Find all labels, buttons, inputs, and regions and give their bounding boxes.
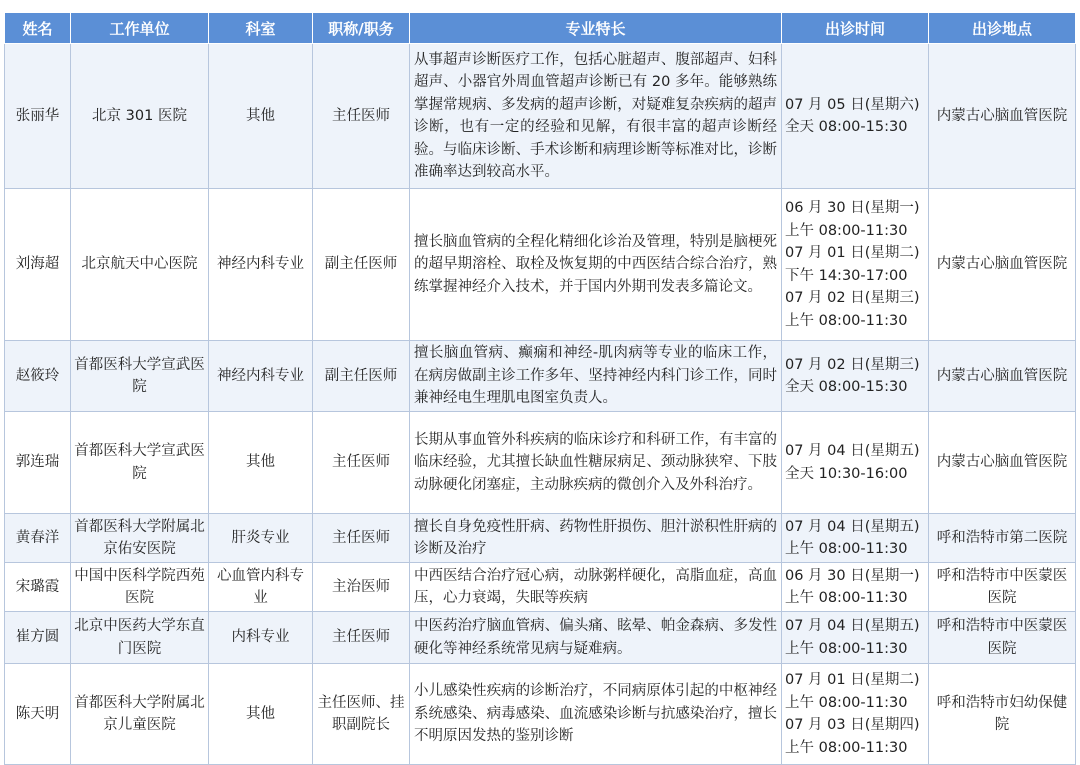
time-line: 07 月 02 日(星期三) <box>785 290 920 306</box>
header-place: 出诊地点 <box>929 13 1076 44</box>
time-line: 07 月 03 日(星期四) <box>785 717 920 733</box>
cell-unit: 首都医科大学宣武医院 <box>71 341 209 412</box>
cell-unit: 首都医科大学附属北京佑安医院 <box>71 514 209 563</box>
cell-place: 呼和浩特市第二医院 <box>929 514 1076 563</box>
cell-place: 呼和浩特市中医蒙医医院 <box>929 563 1076 612</box>
time-line: 上午 08:00-11:30 <box>785 312 908 329</box>
table-row <box>5 341 1076 412</box>
header-unit: 工作单位 <box>71 13 209 44</box>
cell-time <box>782 612 929 664</box>
time-line: 上午 08:00-11:30 <box>785 640 908 657</box>
table-row <box>5 664 1076 765</box>
time-line: 上午 08:00-11:30 <box>785 222 908 239</box>
time-line: 下午 14:30-17:00 <box>785 267 908 284</box>
cell-unit: 北京航天中心医院 <box>71 189 209 341</box>
table-row <box>5 44 1076 189</box>
table-row <box>5 514 1076 563</box>
table-row <box>5 412 1076 514</box>
cell-specialty: 擅长脑血管病、癫痫和神经-肌肉病等专业的临床工作，在病房做副主诊工作多年、坚持神经内科门诊工作，同时兼神经电生理肌电图室负责人。 <box>410 341 782 412</box>
cell-dept: 神经内科专业 <box>209 189 313 341</box>
time-line: 06 月 30 日(星期一) <box>785 567 920 584</box>
cell-title: 主任医师、挂职副院长 <box>313 664 410 765</box>
time-line: 全天 08:00-15:30 <box>785 379 908 395</box>
table-row <box>5 189 1076 341</box>
time-line: 上午 08:00-11:30 <box>785 590 908 606</box>
cell-place: 呼和浩特市妇幼保健院 <box>929 664 1076 765</box>
cell-place: 内蒙古心脑血管医院 <box>929 44 1076 189</box>
cell-time <box>782 563 929 612</box>
time-line: 上午 08:00-11:30 <box>785 694 908 711</box>
cell-place: 内蒙古心脑血管医院 <box>929 412 1076 514</box>
table-body <box>5 44 1076 765</box>
header-time: 出诊时间 <box>782 13 929 44</box>
cell-specialty: 擅长脑血管病的全程化精细化诊治及管理，特别是脑梗死的超早期溶栓、取栓及恢复期的中西医结合综合治疗，熟练掌握神经介入技术，并于国内外期刊发表多篇论文。 <box>410 189 782 341</box>
cell-unit: 中国中医科学院西苑医院 <box>71 563 209 612</box>
table-row <box>5 612 1076 664</box>
cell-name: 张丽华 <box>5 44 71 189</box>
cell-dept: 内科专业 <box>209 612 313 664</box>
time-line: 07 月 04 日(星期五) <box>785 618 920 634</box>
header-specialty: 专业特长 <box>410 13 782 44</box>
cell-name: 宋璐霞 <box>5 563 71 612</box>
cell-time <box>782 189 929 341</box>
cell-place: 内蒙古心脑血管医院 <box>929 341 1076 412</box>
time-line: 全天 08:00-15:30 <box>785 119 908 135</box>
time-line: 全天 10:30-16:00 <box>785 465 908 482</box>
time-line: 上午 08:00-11:30 <box>785 541 908 557</box>
cell-title: 主任医师 <box>313 612 410 664</box>
time-line: 07 月 02 日(星期三) <box>785 356 920 373</box>
cell-specialty: 小儿感染性疾病的诊断治疗，不同病原体引起的中枢神经系统感染、病毒感染、血流感染诊断与抗感染治疗，擅长不明原因发热的鉴别诊断 <box>410 664 782 765</box>
time-line: 07 月 05 日(星期六) <box>785 96 920 113</box>
header-title: 职称/职务 <box>313 13 410 44</box>
time-line: 上午 08:00-11:30 <box>785 739 908 756</box>
doctor-schedule-table-wrapper <box>4 12 1075 765</box>
cell-title: 主任医师 <box>313 44 410 189</box>
cell-place: 内蒙古心脑血管医院 <box>929 189 1076 341</box>
cell-name: 黄春洋 <box>5 514 71 563</box>
cell-dept: 其他 <box>209 412 313 514</box>
cell-title: 主治医师 <box>313 563 410 612</box>
cell-time <box>782 412 929 514</box>
cell-time <box>782 664 929 765</box>
cell-dept: 心血管内科专业 <box>209 563 313 612</box>
cell-specialty: 从事超声诊断医疗工作，包括心脏超声、腹部超声、妇科超声、小器官外周血管超声诊断已有 20 多年。能够熟练掌握常规病、多发病的超声诊断，对疑难复杂疾病的超声诊断，也有一定的经验和见解，有很丰富的超声诊断经验。与临床诊断、手术诊断和病理诊断等标准对比，诊断准确率达到较高水平。 <box>410 44 782 189</box>
header-dept: 科室 <box>209 13 313 44</box>
cell-name: 崔方圆 <box>5 612 71 664</box>
cell-name: 陈天明 <box>5 664 71 765</box>
doctor-schedule-table <box>4 12 1076 765</box>
cell-name: 刘海超 <box>5 189 71 341</box>
cell-specialty: 长期从事血管外科疾病的临床诊疗和科研工作，有丰富的临床经验，尤其擅长缺血性糖尿病足、颈动脉狭窄、下肢动脉硬化闭塞症，主动脉疾病的微创介入及外科治疗。 <box>410 412 782 514</box>
cell-time <box>782 341 929 412</box>
time-line: 07 月 01 日(星期二) <box>785 672 920 688</box>
cell-time <box>782 514 929 563</box>
cell-time <box>782 44 929 189</box>
table-header <box>5 13 1076 44</box>
cell-unit: 首都医科大学附属北京儿童医院 <box>71 664 209 765</box>
cell-title: 主任医师 <box>313 514 410 563</box>
cell-unit: 首都医科大学宣武医院 <box>71 412 209 514</box>
cell-title: 副主任医师 <box>313 189 410 341</box>
time-line: 07 月 01 日(星期二) <box>785 245 920 261</box>
cell-dept: 神经内科专业 <box>209 341 313 412</box>
time-line: 06 月 30 日(星期一) <box>785 200 920 216</box>
cell-specialty: 擅长自身免疫性肝病、药物性肝损伤、胆汁淤积性肝病的诊断及治疗 <box>410 514 782 563</box>
table-row <box>5 563 1076 612</box>
header-row <box>5 13 1076 44</box>
cell-dept: 肝炎专业 <box>209 514 313 563</box>
cell-unit: 北京 301 医院 <box>71 44 209 189</box>
time-line: 07 月 04 日(星期五) <box>785 443 920 459</box>
cell-title: 主任医师 <box>313 412 410 514</box>
time-line: 07 月 04 日(星期五) <box>785 518 920 535</box>
cell-name: 郭连瑞 <box>5 412 71 514</box>
cell-specialty: 中西医结合治疗冠心病，动脉粥样硬化，高脂血症，高血压，心力衰竭，失眠等疾病 <box>410 563 782 612</box>
cell-unit: 北京中医药大学东直门医院 <box>71 612 209 664</box>
cell-dept: 其他 <box>209 44 313 189</box>
cell-place: 呼和浩特市中医蒙医医院 <box>929 612 1076 664</box>
cell-specialty: 中医药治疗脑血管病、偏头痛、眩晕、帕金森病、多发性硬化等神经系统常见病与疑难病。 <box>410 612 782 664</box>
cell-dept: 其他 <box>209 664 313 765</box>
cell-title: 副主任医师 <box>313 341 410 412</box>
cell-name: 赵筱玲 <box>5 341 71 412</box>
header-name: 姓名 <box>5 13 71 44</box>
